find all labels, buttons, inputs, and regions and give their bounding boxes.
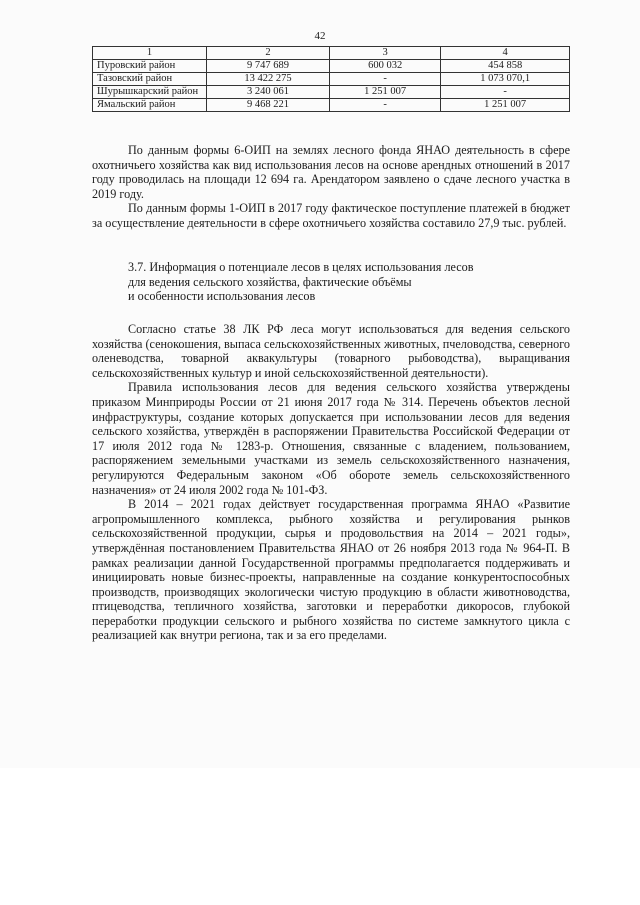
table-cell: - xyxy=(329,73,440,86)
table-row xyxy=(93,73,570,86)
table-cell: - xyxy=(329,99,440,112)
table-row xyxy=(93,99,570,112)
table-row xyxy=(93,60,570,73)
blank-area xyxy=(0,768,640,905)
table-cell: 1 251 007 xyxy=(441,99,570,112)
table-cell: 3 240 061 xyxy=(207,86,330,99)
table-header-cell: 1 xyxy=(93,47,207,60)
table-cell: 1 073 070,1 xyxy=(441,73,570,86)
agriculture-section xyxy=(92,322,570,643)
paragraph: По данным формы 6-ОИП на землях лесного фонда ЯНАО деятельность в сфере охотничьего хозяйства как вид использования лесов на основе арендных отношений в 2017 году проводилась на площади 12 694 га. Арендатором заявлено о сдаче лесного участка в 2019 году. xyxy=(92,143,570,201)
table-cell: 1 251 007 xyxy=(329,86,440,99)
table-cell: 13 422 275 xyxy=(207,73,330,86)
table-cell-district: Тазовский район xyxy=(93,73,207,86)
table-cell: - xyxy=(441,86,570,99)
table-cell: 9 468 221 xyxy=(207,99,330,112)
page-number: 42 xyxy=(314,30,326,42)
section-heading xyxy=(92,260,570,304)
table-header-cell: 4 xyxy=(441,47,570,60)
paragraph: Правила использования лесов для ведения сельского хозяйства утверждены приказом Минприроды России от 21 июня 2017 года № 314. Перечень объектов лесной инфраструктуры, создание которых допускается при использовании лесов для ведения сельского хозяйства, утверждён в распоряжении Правительства Российской Федерации от 17 июля 2012 года № 1283-р. Отношения, связанные с владением, пользованием, распоряжением земельными участками из земель сельскохозяйственного назначения, регулируются Федеральным законом «Об обороте земель сельскохозяйственного назначения» от 24 июля 2002 года № 101-ФЗ. xyxy=(92,380,570,497)
data-table xyxy=(92,46,570,112)
paragraph: В 2014 – 2021 годах действует государственная программа ЯНАО «Развитие агропромышленного комплекса, рыбного хозяйства и регулирования рынков сельскохозяйственной продукции, сырья и продовольствия на 2014 – 2021 годы», утверждённая постановлением Правительства ЯНАО от 26 ноября 2013 года № 964-П. В рамках реализации данной Государственной программы предполагается поддерживать и инициировать новые бизнес-проекты, направленные на создание конкурентоспособных производств, производящих экологически чистую продукцию в области животноводства, птицеводства, тепличного хозяйства, заготовки и переработки дикоросов, глубокой переработки продукции сельского и рыбного хозяйства по системе замкнутого цикла с реализацией как внутри региона, так и за его пределами. xyxy=(92,497,570,643)
paragraph: По данным формы 1-ОИП в 2017 году фактическое поступление платежей в бюджет за осуществление деятельности в сфере охотничьего хозяйства составило 27,9 тыс. рублей. xyxy=(92,201,570,230)
table-header-row xyxy=(93,47,570,60)
section-heading-line: 3.7. Информация о потенциале лесов в целях использования лесов xyxy=(128,260,474,274)
section-heading-line: и особенности использования лесов xyxy=(128,289,316,304)
hunting-section xyxy=(92,143,570,231)
table-row xyxy=(93,86,570,99)
table-cell: 600 032 xyxy=(329,60,440,73)
section-heading-line: для ведения сельского хозяйства, фактические объёмы xyxy=(128,274,412,289)
paragraph: Согласно статье 38 ЛК РФ леса могут использоваться для ведения сельского хозяйства (сенокошения, выпаса сельскохозяйственных животных, пчеловодства, северного оленеводства, товарной аквакультуры (товарного рыбоводства), выращивания сельскохозяйственных культур и иной сельскохозяйственной деятельности). xyxy=(92,322,570,380)
table-header-cell: 3 xyxy=(329,47,440,60)
table-cell-district: Шурышкарский район xyxy=(93,86,207,99)
table-cell-district: Ямальский район xyxy=(93,99,207,112)
table-header-cell: 2 xyxy=(207,47,330,60)
table-cell: 454 858 xyxy=(441,60,570,73)
table-cell: 9 747 689 xyxy=(207,60,330,73)
table-cell-district: Пуровский район xyxy=(93,60,207,73)
